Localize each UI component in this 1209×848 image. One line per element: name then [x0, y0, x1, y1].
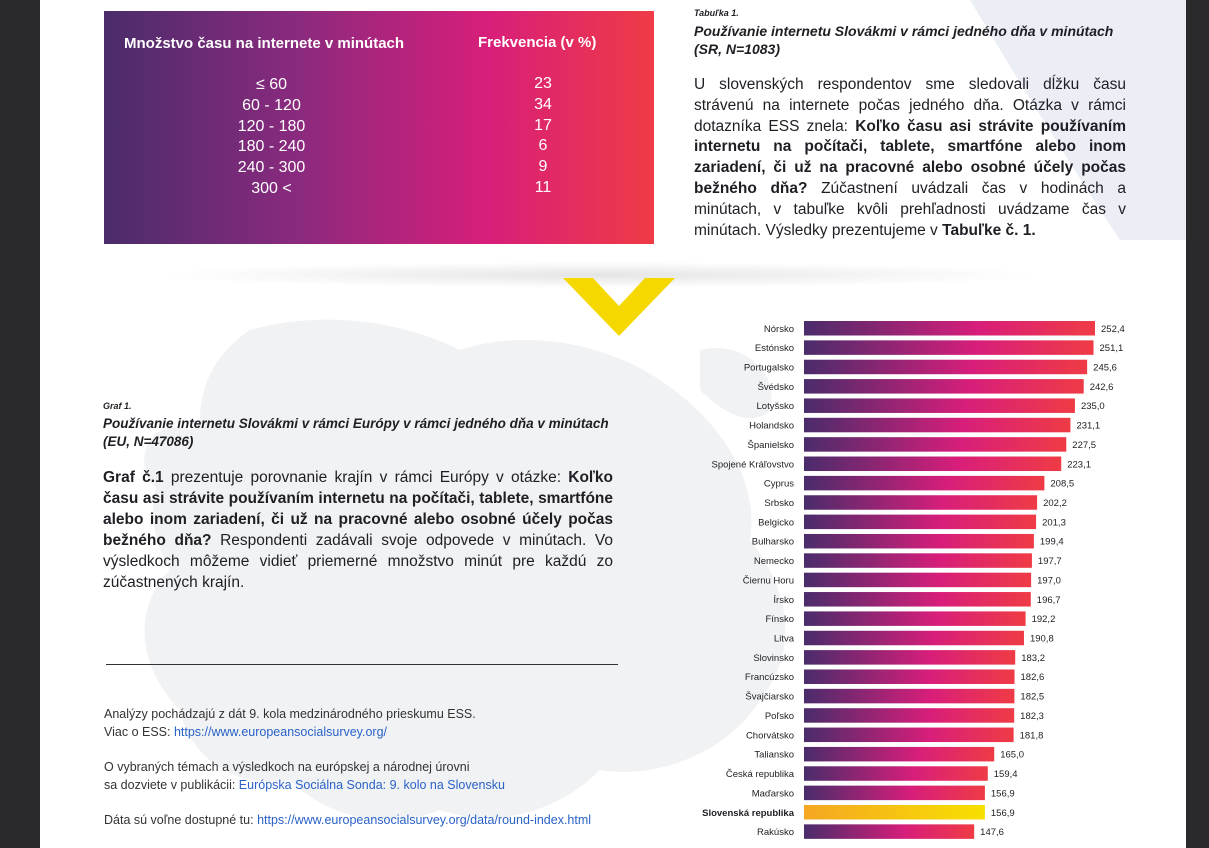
graph-caption-body: Graf č.1 prezentuje porovnanie krajín v rámci Európy v otázke: Koľko času asi strávite používaním internetu na počítači, tablete, smartfóne alebo inom zariadení, či už na pracovné alebo osobné účely počas bežného dňa? Respondenti zadávali svoje odpovede v minútach. Vo výsledkoch môžeme vidieť priemerné množstvo minút pre každú zo zúčastnených krajín.: [103, 469, 613, 591]
bar: [804, 592, 1031, 607]
bar: [804, 476, 1044, 491]
bar-category-label: Cyprus: [763, 478, 794, 490]
bar-category-label: Lotyšsko: [756, 401, 794, 413]
bar: [804, 495, 1037, 510]
table-cell-range: 60 - 120: [242, 96, 301, 114]
bar: [804, 708, 1014, 723]
bar: [804, 824, 974, 839]
publication-link[interactable]: Európska Sociálna Sonda: 9. kolo na Slovensku: [238, 777, 505, 792]
footer-notes: [104, 706, 664, 848]
table-cell-range: ≤ 60: [255, 76, 288, 93]
bar: [804, 457, 1061, 472]
bar-value-label: 245,6: [1093, 362, 1117, 374]
bar-value-label: 231,1: [1076, 420, 1101, 432]
bar: [804, 650, 1015, 665]
table-cell-frequency: 17: [534, 116, 552, 134]
bar-category-label: Belgicko: [758, 517, 794, 529]
bar: [804, 437, 1066, 452]
bar-category-label: Poľsko: [764, 710, 794, 722]
bar-value-label: 182,6: [1020, 672, 1045, 684]
bar-category-label: Portugalsko: [743, 362, 794, 374]
table-caption-label: Tabuľka 1.: [694, 8, 739, 18]
table-header-frequency: Frekvencia (v %): [478, 34, 597, 51]
bar-value-label: 156,9: [990, 807, 1015, 819]
bar-value-label: 147,6: [980, 827, 1004, 839]
bar-category-label: Írsko: [773, 594, 794, 606]
bar-value-label: 182,5: [1020, 691, 1045, 703]
table-caption-title: Používanie internetu Slovákmi v rámci jedného dňa v minútach (SR, N=1083): [694, 23, 1114, 57]
graph-caption: [103, 401, 617, 593]
footer-block-publication: O vybraných témach a výsledkoch na európskej a národnej úrovni sa dozviete v publikácii: Európska Sociálna Sonda: 9. kolo na Slovensku: [104, 760, 505, 792]
table-cell-range: 120 - 180: [237, 117, 306, 135]
bar-value-label: 235,0: [1080, 401, 1105, 413]
bar-category-label: Nemecko: [753, 556, 794, 568]
bar-category-label: Bulharsko: [751, 536, 794, 548]
bar: [804, 515, 1036, 530]
bar-value-label: 199,4: [1039, 536, 1064, 548]
bar: [804, 340, 1094, 355]
bar-value-label: 201,3: [1042, 517, 1066, 529]
bar-value-label: 197,7: [1037, 556, 1062, 568]
bar: [804, 786, 985, 801]
bar-category-label: Slovenská republika: [702, 807, 794, 819]
bar-category-label: Srbsko: [764, 497, 794, 509]
bar: [804, 669, 1015, 684]
bar-category-label: Slovinsko: [753, 652, 794, 664]
bar: [804, 728, 1014, 743]
table-cell-frequency: 11: [534, 178, 552, 196]
bar-value-label: 197,0: [1037, 575, 1061, 587]
bar-value-label: 192,2: [1031, 614, 1056, 626]
bar: [804, 631, 1024, 646]
bar-value-label: 190,8: [1029, 633, 1054, 645]
table-cell-range: 240 - 300: [237, 159, 306, 177]
bar: [804, 398, 1075, 413]
table-cell-frequency: 6: [538, 137, 548, 155]
table-caption: [694, 8, 1134, 241]
footer-block-data: Dáta sú voľne dostupné tu: https://www.europeansocialsurvey.org/data/round-index.html: [104, 813, 592, 827]
bar-category-label: Francúzsko: [744, 672, 794, 684]
bar-category-label: Česká republika: [725, 769, 794, 781]
table-caption-body: U slovenských respondentov sme sledovali dĺžku času strávenú na internete počas jedného dňa. Otázka v rámci dotazníka ESS znela: Koľko času asi strávite používaním internetu na počítači, tablete, smartfóne alebo inom zariadení, či už na pracovné alebo osobné účely počas bežného dňa? Zúčastnení uvádzali čas v hodinách a minútach, v tabuľke kvôli prehľadnosti uvádzame čas v minútach. Výsledky prezentujeme v Tabuľke č. 1.: [694, 76, 1126, 239]
bar-category-label: Nórsko: [763, 323, 794, 335]
table-cell-frequency: 9: [538, 158, 548, 176]
bar-value-label: 182,3: [1020, 710, 1044, 722]
data-link[interactable]: https://www.europeansocialsurvey.org/data/round-index.html: [257, 813, 592, 827]
bar-category-label: Švajčiarsko: [745, 691, 794, 703]
bar-category-label: Španielsko: [747, 439, 794, 451]
bar: [804, 418, 1070, 433]
table-cell-range: 180 - 240: [237, 138, 306, 156]
bar-category-label: Litva: [773, 633, 794, 645]
bar: [804, 573, 1031, 588]
table-column-frequency: [504, 74, 582, 199]
bar: [804, 611, 1026, 626]
horizontal-divider: [106, 664, 618, 665]
graph-caption-label: Graf 1.: [103, 401, 132, 411]
bar-category-label: Holandsko: [749, 420, 794, 432]
document-page: [40, 0, 1186, 848]
bar-value-label: 208,5: [1050, 478, 1075, 490]
bar: [804, 360, 1087, 375]
bar-value-label: 242,6: [1089, 381, 1114, 393]
bar: [804, 534, 1034, 549]
bar-category-label: Rakúsko: [757, 827, 794, 839]
bar-value-label: 196,7: [1036, 594, 1061, 606]
bar-value-label: 252,4: [1101, 323, 1125, 335]
bar: [804, 766, 988, 781]
table-cell-frequency: 23: [534, 75, 552, 92]
bar-value-label: 159,4: [993, 769, 1018, 781]
bar-value-label: 183,2: [1021, 652, 1045, 664]
graph-caption-title: Používanie internetu Slovákmi v rámci Európy v rámci jedného dňa v minútach (EU, N=47086): [103, 416, 609, 449]
bar-value-label: 181,8: [1019, 730, 1044, 742]
footer-block-source: Analýzy pochádzajú z dát 9. kola medzinárodného prieskumu ESS. Viac o ESS: https://www.europeansocialsurvey.org/: [104, 707, 476, 739]
bar-value-label: 156,9: [990, 788, 1015, 800]
bar-category-label: Taliansko: [754, 749, 794, 761]
bar-category-label: Maďarsko: [751, 788, 794, 800]
bar-value-label: 227,5: [1072, 439, 1097, 451]
bar-category-label: Estónsko: [754, 343, 794, 355]
bar-value-label: 202,2: [1043, 497, 1067, 509]
table-header-time: Množstvo času na internete v minútach: [124, 35, 405, 52]
bar: [804, 747, 994, 762]
bar: [804, 553, 1032, 568]
bar-category-label: Švédsko: [757, 381, 794, 393]
ess-link[interactable]: https://www.europeansocialsurvey.org/: [173, 724, 388, 739]
bar-category-label: Fínsko: [765, 614, 794, 626]
bar: [804, 379, 1084, 394]
bar-category-label: Spojené Kráľovstvo: [711, 459, 794, 471]
bar-category-label: Chorvátsko: [745, 730, 794, 742]
chevron-down-icon: [563, 278, 675, 336]
bar: [804, 689, 1014, 704]
bar-category-label: Čiernu Horu: [742, 575, 794, 587]
table-cell-range: 300 <: [251, 179, 292, 197]
bar-highlight: [804, 805, 985, 820]
bar: [804, 321, 1095, 336]
bar-value-label: 251,1: [1099, 343, 1124, 355]
frequency-table: [104, 11, 654, 244]
bar-value-label: 223,1: [1067, 459, 1092, 471]
table-cell-frequency: 34: [534, 95, 552, 113]
bar-value-label: 165,0: [1000, 749, 1025, 761]
table-column-range: [204, 75, 339, 200]
